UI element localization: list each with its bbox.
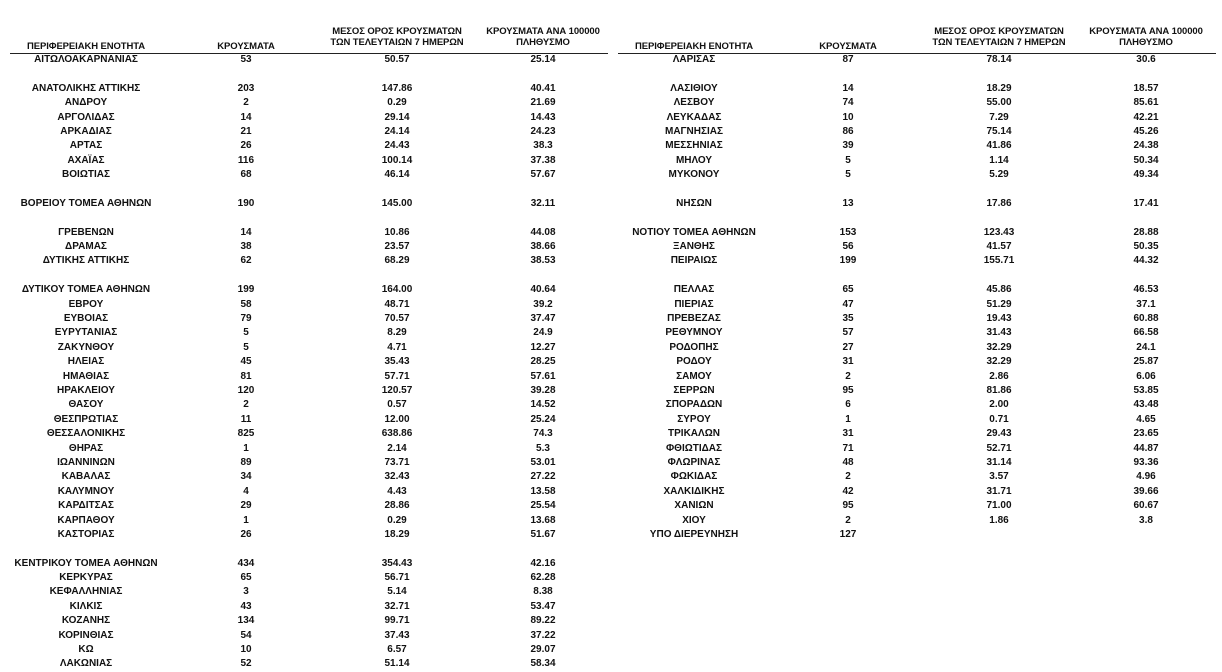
cell-per100k: 12.27 <box>530 341 556 353</box>
cell-per100k: 4.96 <box>1136 471 1156 483</box>
cell-region: ΜΗΛΟΥ <box>675 154 713 166</box>
cell-region: ΑΝΑΤΟΛΙΚΗΣ ΑΤΤΙΚΗΣ <box>31 82 141 94</box>
cell-avg7: 45.86 <box>986 284 1012 296</box>
cell-per100k: 60.67 <box>1133 500 1159 512</box>
cell-region: ΚΩ <box>78 644 94 656</box>
cell-per100k: 39.28 <box>530 384 556 396</box>
cell-cases: 434 <box>237 557 255 569</box>
cell-avg7: 18.29 <box>986 82 1012 94</box>
cell-per100k: 50.34 <box>1133 154 1159 166</box>
cell-avg7: 31.14 <box>986 456 1012 468</box>
cell-per100k: 37.38 <box>530 154 556 166</box>
cell-region: ΠΙΕΡΙΑΣ <box>674 298 714 310</box>
cell-cases: 95 <box>842 500 854 512</box>
header-per100k-line1: ΚΡΟΥΣΜΑΤΑ ΑΝΑ 100000 <box>486 26 600 37</box>
cell-cases: 27 <box>842 341 854 353</box>
cell-avg7: 24.14 <box>384 125 410 137</box>
cell-avg7: 32.29 <box>986 356 1012 368</box>
cell-cases: 47 <box>842 298 854 310</box>
cell-region: ΚΕΝΤΡΙΚΟΥ ΤΟΜΕΑ ΑΘΗΝΩΝ <box>14 557 158 569</box>
cell-cases: 190 <box>237 197 255 209</box>
cell-avg7: 0.57 <box>387 399 407 411</box>
cell-avg7: 2.00 <box>989 399 1009 411</box>
cell-per100k: 39.2 <box>533 298 553 310</box>
cell-cases: 153 <box>839 226 857 238</box>
cell-region: ΡΟΔΟΥ <box>676 356 712 368</box>
cell-avg7: 19.43 <box>986 313 1012 325</box>
cell-per100k: 14.52 <box>530 399 556 411</box>
cell-per100k: 58.34 <box>530 658 556 670</box>
cell-per100k: 74.3 <box>533 428 553 440</box>
cell-cases: 79 <box>240 313 252 325</box>
cell-region: ΥΠΟ ΔΙΕΡΕΥΝΗΣΗ <box>649 528 739 540</box>
header-cases: ΚΡΟΥΣΜΑΤΑ <box>217 41 275 52</box>
cell-region: ΚΑΛΥΜΝΟΥ <box>57 485 115 497</box>
cell-avg7: 56.71 <box>384 572 410 584</box>
cell-region: ΡΟΔΟΠΗΣ <box>669 341 719 353</box>
cell-avg7: 120.57 <box>381 384 413 396</box>
cell-region: ΧΑΛΚΙΔΙΚΗΣ <box>663 485 725 497</box>
cell-avg7: 32.43 <box>384 471 410 483</box>
cell-region: ΤΡΙΚΑΛΩΝ <box>668 428 720 440</box>
cell-region: ΑΧΑΪΑΣ <box>67 154 105 166</box>
cell-region: ΚΑΣΤΟΡΙΑΣ <box>57 528 115 540</box>
cell-avg7: 2.14 <box>387 442 407 454</box>
cell-region: ΚΙΛΚΙΣ <box>69 600 103 612</box>
cell-avg7: 147.86 <box>381 82 413 94</box>
cell-cases: 31 <box>842 356 854 368</box>
cell-region: ΝΟΤΙΟΥ ΤΟΜΕΑ ΑΘΗΝΩΝ <box>632 226 756 238</box>
cell-avg7: 638.86 <box>381 428 413 440</box>
cell-region: ΑΙΤΩΛΟΑΚΑΡΝΑΝΙΑΣ <box>34 54 138 65</box>
cell-per100k: 18.57 <box>1133 82 1159 94</box>
cell-per100k: 6.06 <box>1136 370 1156 382</box>
cell-avg7: 51.29 <box>986 298 1012 310</box>
cell-avg7: 50.57 <box>384 54 410 65</box>
cell-cases: 35 <box>842 313 854 325</box>
cell-per100k: 43.48 <box>1133 399 1159 411</box>
cell-cases: 5 <box>845 169 851 181</box>
cell-avg7: 31.43 <box>986 327 1012 339</box>
cell-cases: 48 <box>842 456 854 468</box>
cell-per100k: 27.22 <box>530 471 556 483</box>
cell-cases: 26 <box>240 140 252 152</box>
cell-per100k: 46.53 <box>1133 284 1159 296</box>
cell-region: ΔΥΤΙΚΗΣ ΑΤΤΙΚΗΣ <box>42 255 130 267</box>
cell-per100k: 53.01 <box>530 456 556 468</box>
cell-region: ΑΡΚΑΔΙΑΣ <box>60 125 112 137</box>
cell-per100k: 25.14 <box>530 54 556 65</box>
cell-cases: 87 <box>842 54 854 65</box>
header-region: ΠΕΡΙΦΕΡΕΙΑΚΗ ΕΝΟΤΗΤΑ <box>634 41 754 52</box>
cell-per100k: 40.64 <box>530 284 556 296</box>
cell-avg7: 4.71 <box>387 341 407 353</box>
cell-cases: 825 <box>237 428 255 440</box>
cell-cases: 199 <box>839 255 857 267</box>
cell-region: ΠΡΕΒΕΖΑΣ <box>667 313 721 325</box>
cell-cases: 65 <box>240 572 252 584</box>
cell-cases: 2 <box>845 471 851 483</box>
cell-cases: 31 <box>842 428 854 440</box>
cell-per100k: 29.07 <box>530 644 556 656</box>
cell-cases: 86 <box>842 125 854 137</box>
cell-per100k: 53.85 <box>1133 384 1159 396</box>
cell-region: ΑΡΓΟΛΙΔΑΣ <box>57 111 115 123</box>
cell-avg7: 0.29 <box>387 514 407 526</box>
cell-per100k: 25.87 <box>1133 356 1159 368</box>
cell-cases: 34 <box>240 471 252 483</box>
cell-avg7: 46.14 <box>384 169 410 181</box>
header-per100k-line2: ΠΛΗΘΥΣΜΟ <box>516 37 570 48</box>
header-per100k-line1: ΚΡΟΥΣΜΑΤΑ ΑΝΑ 100000 <box>1089 26 1203 37</box>
cell-cases: 2 <box>243 97 249 109</box>
cell-region: ΗΡΑΚΛΕΙΟΥ <box>57 384 115 396</box>
header-per100k <box>478 26 608 48</box>
cell-avg7: 41.86 <box>986 140 1012 152</box>
cell-per100k: 44.87 <box>1133 442 1159 454</box>
cell-avg7: 2.86 <box>989 370 1009 382</box>
cell-cases: 53 <box>240 54 252 65</box>
cell-region: ΕΒΡΟΥ <box>68 298 104 310</box>
cell-cases: 52 <box>240 658 252 670</box>
cell-avg7: 4.43 <box>387 485 407 497</box>
cell-region: ΛΕΣΒΟΥ <box>673 97 715 109</box>
cell-cases: 26 <box>240 528 252 540</box>
header-per100k <box>1078 26 1214 48</box>
cell-avg7: 7.29 <box>989 111 1009 123</box>
cell-per100k: 14.43 <box>530 111 556 123</box>
cell-avg7: 70.57 <box>384 313 410 325</box>
cell-cases: 74 <box>842 97 854 109</box>
cell-per100k: 25.54 <box>530 500 556 512</box>
cell-avg7: 5.29 <box>989 169 1009 181</box>
cell-per100k: 30.6 <box>1136 54 1156 65</box>
cell-cases: 43 <box>240 600 252 612</box>
cell-avg7: 41.57 <box>986 241 1012 253</box>
cell-per100k: 89.22 <box>530 615 556 627</box>
cell-cases: 95 <box>842 384 854 396</box>
cell-per100k: 3.8 <box>1139 514 1153 526</box>
cell-cases: 120 <box>237 384 255 396</box>
cell-avg7: 100.14 <box>381 154 413 166</box>
cell-avg7: 78.14 <box>986 54 1012 65</box>
cell-cases: 5 <box>243 341 249 353</box>
cell-cases: 65 <box>842 284 854 296</box>
header-avg7-line2: ΤΩΝ ΤΕΛΕΥΤΑΙΩΝ 7 ΗΜΕΡΩΝ <box>932 37 1066 48</box>
cell-cases: 21 <box>240 125 252 137</box>
cell-avg7: 0.71 <box>989 413 1009 425</box>
header-avg7-line1: ΜΕΣΟΣ ΟΡΟΣ ΚΡΟΥΣΜΑΤΩΝ <box>332 26 462 37</box>
cell-avg7: 99.71 <box>384 615 410 627</box>
cell-per100k: 51.67 <box>530 528 556 540</box>
cell-region: ΘΕΣΣΑΛΟΝΙΚΗΣ <box>46 428 126 440</box>
cell-region: ΘΗΡΑΣ <box>68 442 104 454</box>
cell-cases: 127 <box>839 528 857 540</box>
cell-per100k: 45.26 <box>1133 125 1159 137</box>
cell-per100k: 23.65 <box>1133 428 1159 440</box>
cell-avg7: 123.43 <box>983 226 1015 238</box>
cell-avg7: 35.43 <box>384 356 410 368</box>
cell-per100k: 32.11 <box>530 197 556 209</box>
cell-avg7: 3.57 <box>989 471 1009 483</box>
cell-cases: 54 <box>240 629 252 641</box>
cell-cases: 14 <box>240 226 252 238</box>
cell-region: ΚΟΡΙΝΘΙΑΣ <box>58 629 114 641</box>
cell-cases: 71 <box>842 442 854 454</box>
cell-per100k: 4.65 <box>1136 413 1156 425</box>
cell-avg7: 8.29 <box>387 327 407 339</box>
cell-region: ΗΜΑΘΙΑΣ <box>62 370 110 382</box>
cell-avg7: 55.00 <box>986 97 1012 109</box>
cell-region: ΛΕΥΚΑΔΑΣ <box>666 111 722 123</box>
cell-per100k: 53.47 <box>530 600 556 612</box>
cell-per100k: 57.61 <box>530 370 556 382</box>
cell-avg7: 52.71 <box>986 442 1012 454</box>
cell-per100k: 66.58 <box>1133 327 1159 339</box>
cell-per100k: 39.66 <box>1133 485 1159 497</box>
cell-per100k: 25.24 <box>530 413 556 425</box>
cell-per100k: 42.16 <box>530 557 556 569</box>
cell-region: ΘΑΣΟΥ <box>68 399 104 411</box>
cell-region: ΞΑΝΘΗΣ <box>673 241 715 253</box>
cell-region: ΔΥΤΙΚΟΥ ΤΟΜΕΑ ΑΘΗΝΩΝ <box>21 284 151 296</box>
cell-avg7: 48.71 <box>384 298 410 310</box>
cell-avg7: 28.86 <box>384 500 410 512</box>
cell-avg7: 37.43 <box>384 629 410 641</box>
cell-region: ΚΟΖΑΝΗΣ <box>61 615 111 627</box>
cell-region: ΠΕΙΡΑΙΩΣ <box>670 255 718 267</box>
cell-cases: 13 <box>842 197 854 209</box>
cell-per100k: 37.22 <box>530 629 556 641</box>
cell-cases: 10 <box>240 644 252 656</box>
cell-cases: 10 <box>842 111 854 123</box>
cell-cases: 1 <box>845 413 851 425</box>
cell-avg7: 57.71 <box>384 370 410 382</box>
cell-cases: 89 <box>240 456 252 468</box>
cell-per100k: 38.53 <box>530 255 556 267</box>
cell-region: ΑΡΤΑΣ <box>69 140 103 152</box>
cell-region: ΒΟΡΕΙΟΥ ΤΟΜΕΑ ΑΘΗΝΩΝ <box>20 197 152 209</box>
cell-per100k: 17.41 <box>1133 197 1159 209</box>
cell-per100k: 13.58 <box>530 485 556 497</box>
cell-region: ΜΑΓΝΗΣΙΑΣ <box>664 125 723 137</box>
cell-avg7: 6.57 <box>387 644 407 656</box>
cell-cases: 6 <box>845 399 851 411</box>
cell-per100k: 85.61 <box>1133 97 1159 109</box>
cell-region: ΜΕΣΣΗΝΙΑΣ <box>665 140 723 152</box>
cell-per100k: 57.67 <box>530 169 556 181</box>
cell-avg7: 12.00 <box>384 413 410 425</box>
cell-region: ΕΥΒΟΙΑΣ <box>63 313 109 325</box>
cell-avg7: 32.71 <box>384 600 410 612</box>
cell-region: ΦΩΚΙΔΑΣ <box>670 471 718 483</box>
cell-per100k: 38.66 <box>530 241 556 253</box>
cell-cases: 11 <box>240 413 252 425</box>
cell-avg7: 23.57 <box>384 241 410 253</box>
cell-per100k: 24.38 <box>1133 140 1159 152</box>
cell-avg7: 81.86 <box>986 384 1012 396</box>
cell-region: ΣΥΡΟΥ <box>677 413 711 425</box>
cell-region: ΑΝΔΡΟΥ <box>64 97 108 109</box>
cell-per100k: 37.47 <box>530 313 556 325</box>
cell-cases: 62 <box>240 255 252 267</box>
cell-per100k: 60.88 <box>1133 313 1159 325</box>
cell-cases: 29 <box>240 500 252 512</box>
cell-cases: 1 <box>243 442 249 454</box>
cell-avg7: 29.43 <box>986 428 1012 440</box>
cell-per100k: 24.1 <box>1136 341 1156 353</box>
cell-per100k: 28.25 <box>530 356 556 368</box>
cell-avg7: 10.86 <box>384 226 410 238</box>
cell-cases: 5 <box>845 154 851 166</box>
cell-region: ΕΥΡΥΤΑΝΙΑΣ <box>54 327 118 339</box>
cell-per100k: 38.3 <box>533 140 553 152</box>
cell-region: ΓΡΕΒΕΝΩΝ <box>58 226 114 238</box>
cell-region: ΣΠΟΡΑΔΩΝ <box>665 399 723 411</box>
cell-per100k: 28.88 <box>1133 226 1159 238</box>
cell-cases: 203 <box>237 82 255 94</box>
cell-avg7: 73.71 <box>384 456 410 468</box>
cell-region: ΣΕΡΡΩΝ <box>673 384 715 396</box>
cell-cases: 4 <box>243 485 249 497</box>
cell-region: ΝΗΣΩΝ <box>676 197 712 209</box>
cell-per100k: 44.32 <box>1133 255 1159 267</box>
cell-cases: 57 <box>842 327 854 339</box>
cell-per100k: 13.68 <box>530 514 556 526</box>
cell-cases: 45 <box>240 356 252 368</box>
cell-avg7: 31.71 <box>986 485 1012 497</box>
cell-region: ΚΑΡΔΙΤΣΑΣ <box>58 500 114 512</box>
cell-cases: 3 <box>243 586 249 598</box>
cell-per100k: 62.28 <box>530 572 556 584</box>
cell-per100k: 21.69 <box>530 97 556 109</box>
cell-region: ΛΑΡΙΣΑΣ <box>672 54 716 65</box>
cell-cases: 42 <box>842 485 854 497</box>
cell-avg7: 155.71 <box>983 255 1015 267</box>
cell-per100k: 37.1 <box>1136 298 1156 310</box>
cell-avg7: 32.29 <box>986 341 1012 353</box>
cell-avg7: 71.00 <box>986 500 1012 512</box>
cell-per100k: 24.23 <box>530 125 556 137</box>
cell-cases: 2 <box>845 514 851 526</box>
cell-cases: 5 <box>243 327 249 339</box>
cell-per100k: 93.36 <box>1133 456 1159 468</box>
cell-per100k: 42.21 <box>1133 111 1159 123</box>
cell-cases: 199 <box>237 284 255 296</box>
cell-region: ΣΑΜΟΥ <box>676 370 712 382</box>
cell-cases: 2 <box>243 399 249 411</box>
cell-region: ΡΕΘΥΜΝΟΥ <box>665 327 723 339</box>
cell-region: ΚΕΡΚΥΡΑΣ <box>59 572 113 584</box>
cell-cases: 14 <box>240 111 252 123</box>
cell-cases: 1 <box>243 514 249 526</box>
cell-per100k: 49.34 <box>1133 169 1159 181</box>
header-avg7 <box>924 26 1074 48</box>
cell-region: ΦΘΙΩΤΙΔΑΣ <box>665 442 723 454</box>
cell-avg7: 354.43 <box>381 557 413 569</box>
cell-per100k: 40.41 <box>530 82 556 94</box>
cell-region: ΧΑΝΙΩΝ <box>674 500 714 512</box>
cell-region: ΚΕΦΑΛΛΗΝΙΑΣ <box>49 586 123 598</box>
cell-region: ΧΙΟΥ <box>682 514 706 526</box>
cell-region: ΦΛΩΡΙΝΑΣ <box>667 456 721 468</box>
cell-region: ΘΕΣΠΡΩΤΙΑΣ <box>53 413 119 425</box>
cell-cases: 68 <box>240 169 252 181</box>
cell-per100k: 50.35 <box>1133 241 1159 253</box>
cell-region: ΙΩΑΝΝΙΝΩΝ <box>57 456 115 468</box>
cell-cases: 14 <box>842 82 854 94</box>
cell-avg7: 17.86 <box>986 197 1012 209</box>
header-region: ΠΕΡΙΦΕΡΕΙΑΚΗ ΕΝΟΤΗΤΑ <box>26 41 146 52</box>
cell-cases: 38 <box>240 241 252 253</box>
cell-avg7: 68.29 <box>384 255 410 267</box>
cell-avg7: 75.14 <box>986 125 1012 137</box>
cell-region: ΛΑΚΩΝΙΑΣ <box>59 658 113 670</box>
cell-avg7: 29.14 <box>384 111 410 123</box>
cell-avg7: 24.43 <box>384 140 410 152</box>
cell-region: ΛΑΣΙΘΙΟΥ <box>670 82 718 94</box>
cell-avg7: 0.29 <box>387 97 407 109</box>
cell-per100k: 24.9 <box>533 327 553 339</box>
cell-region: ΜΥΚΟΝΟΥ <box>668 169 720 181</box>
cell-avg7: 18.29 <box>384 528 410 540</box>
cell-cases: 134 <box>237 615 255 627</box>
cell-per100k: 8.38 <box>533 586 553 598</box>
cell-cases: 81 <box>240 370 252 382</box>
cell-cases: 116 <box>237 154 255 166</box>
cell-per100k: 44.08 <box>530 226 556 238</box>
cell-region: ΖΑΚΥΝΘΟΥ <box>57 341 115 353</box>
cell-region: ΚΑΡΠΑΘΟΥ <box>57 514 115 526</box>
cell-avg7: 164.00 <box>381 284 413 296</box>
header-avg7-line2: ΤΩΝ ΤΕΛΕΥΤΑΙΩΝ 7 ΗΜΕΡΩΝ <box>330 37 464 48</box>
cell-region: ΚΑΒΑΛΑΣ <box>61 471 111 483</box>
header-cases: ΚΡΟΥΣΜΑΤΑ <box>819 41 877 52</box>
cell-cases: 39 <box>842 140 854 152</box>
header-avg7-line1: ΜΕΣΟΣ ΟΡΟΣ ΚΡΟΥΣΜΑΤΩΝ <box>934 26 1064 37</box>
cell-cases: 56 <box>842 241 854 253</box>
cell-avg7: 1.14 <box>989 154 1009 166</box>
cell-per100k: 5.3 <box>536 442 550 454</box>
cell-region: ΒΟΙΩΤΙΑΣ <box>62 169 110 181</box>
cell-cases: 2 <box>845 370 851 382</box>
cell-region: ΗΛΕΙΑΣ <box>67 356 105 368</box>
cell-region: ΠΕΛΛΑΣ <box>673 284 715 296</box>
cell-region: ΔΡΑΜΑΣ <box>65 241 107 253</box>
cell-avg7: 145.00 <box>381 197 413 209</box>
cell-cases: 58 <box>240 298 252 310</box>
cell-avg7: 51.14 <box>384 658 410 670</box>
header-per100k-line2: ΠΛΗΘΥΣΜΟ <box>1119 37 1173 48</box>
cell-avg7: 5.14 <box>387 586 407 598</box>
header-avg7 <box>322 26 472 48</box>
cell-avg7: 1.86 <box>989 514 1009 526</box>
